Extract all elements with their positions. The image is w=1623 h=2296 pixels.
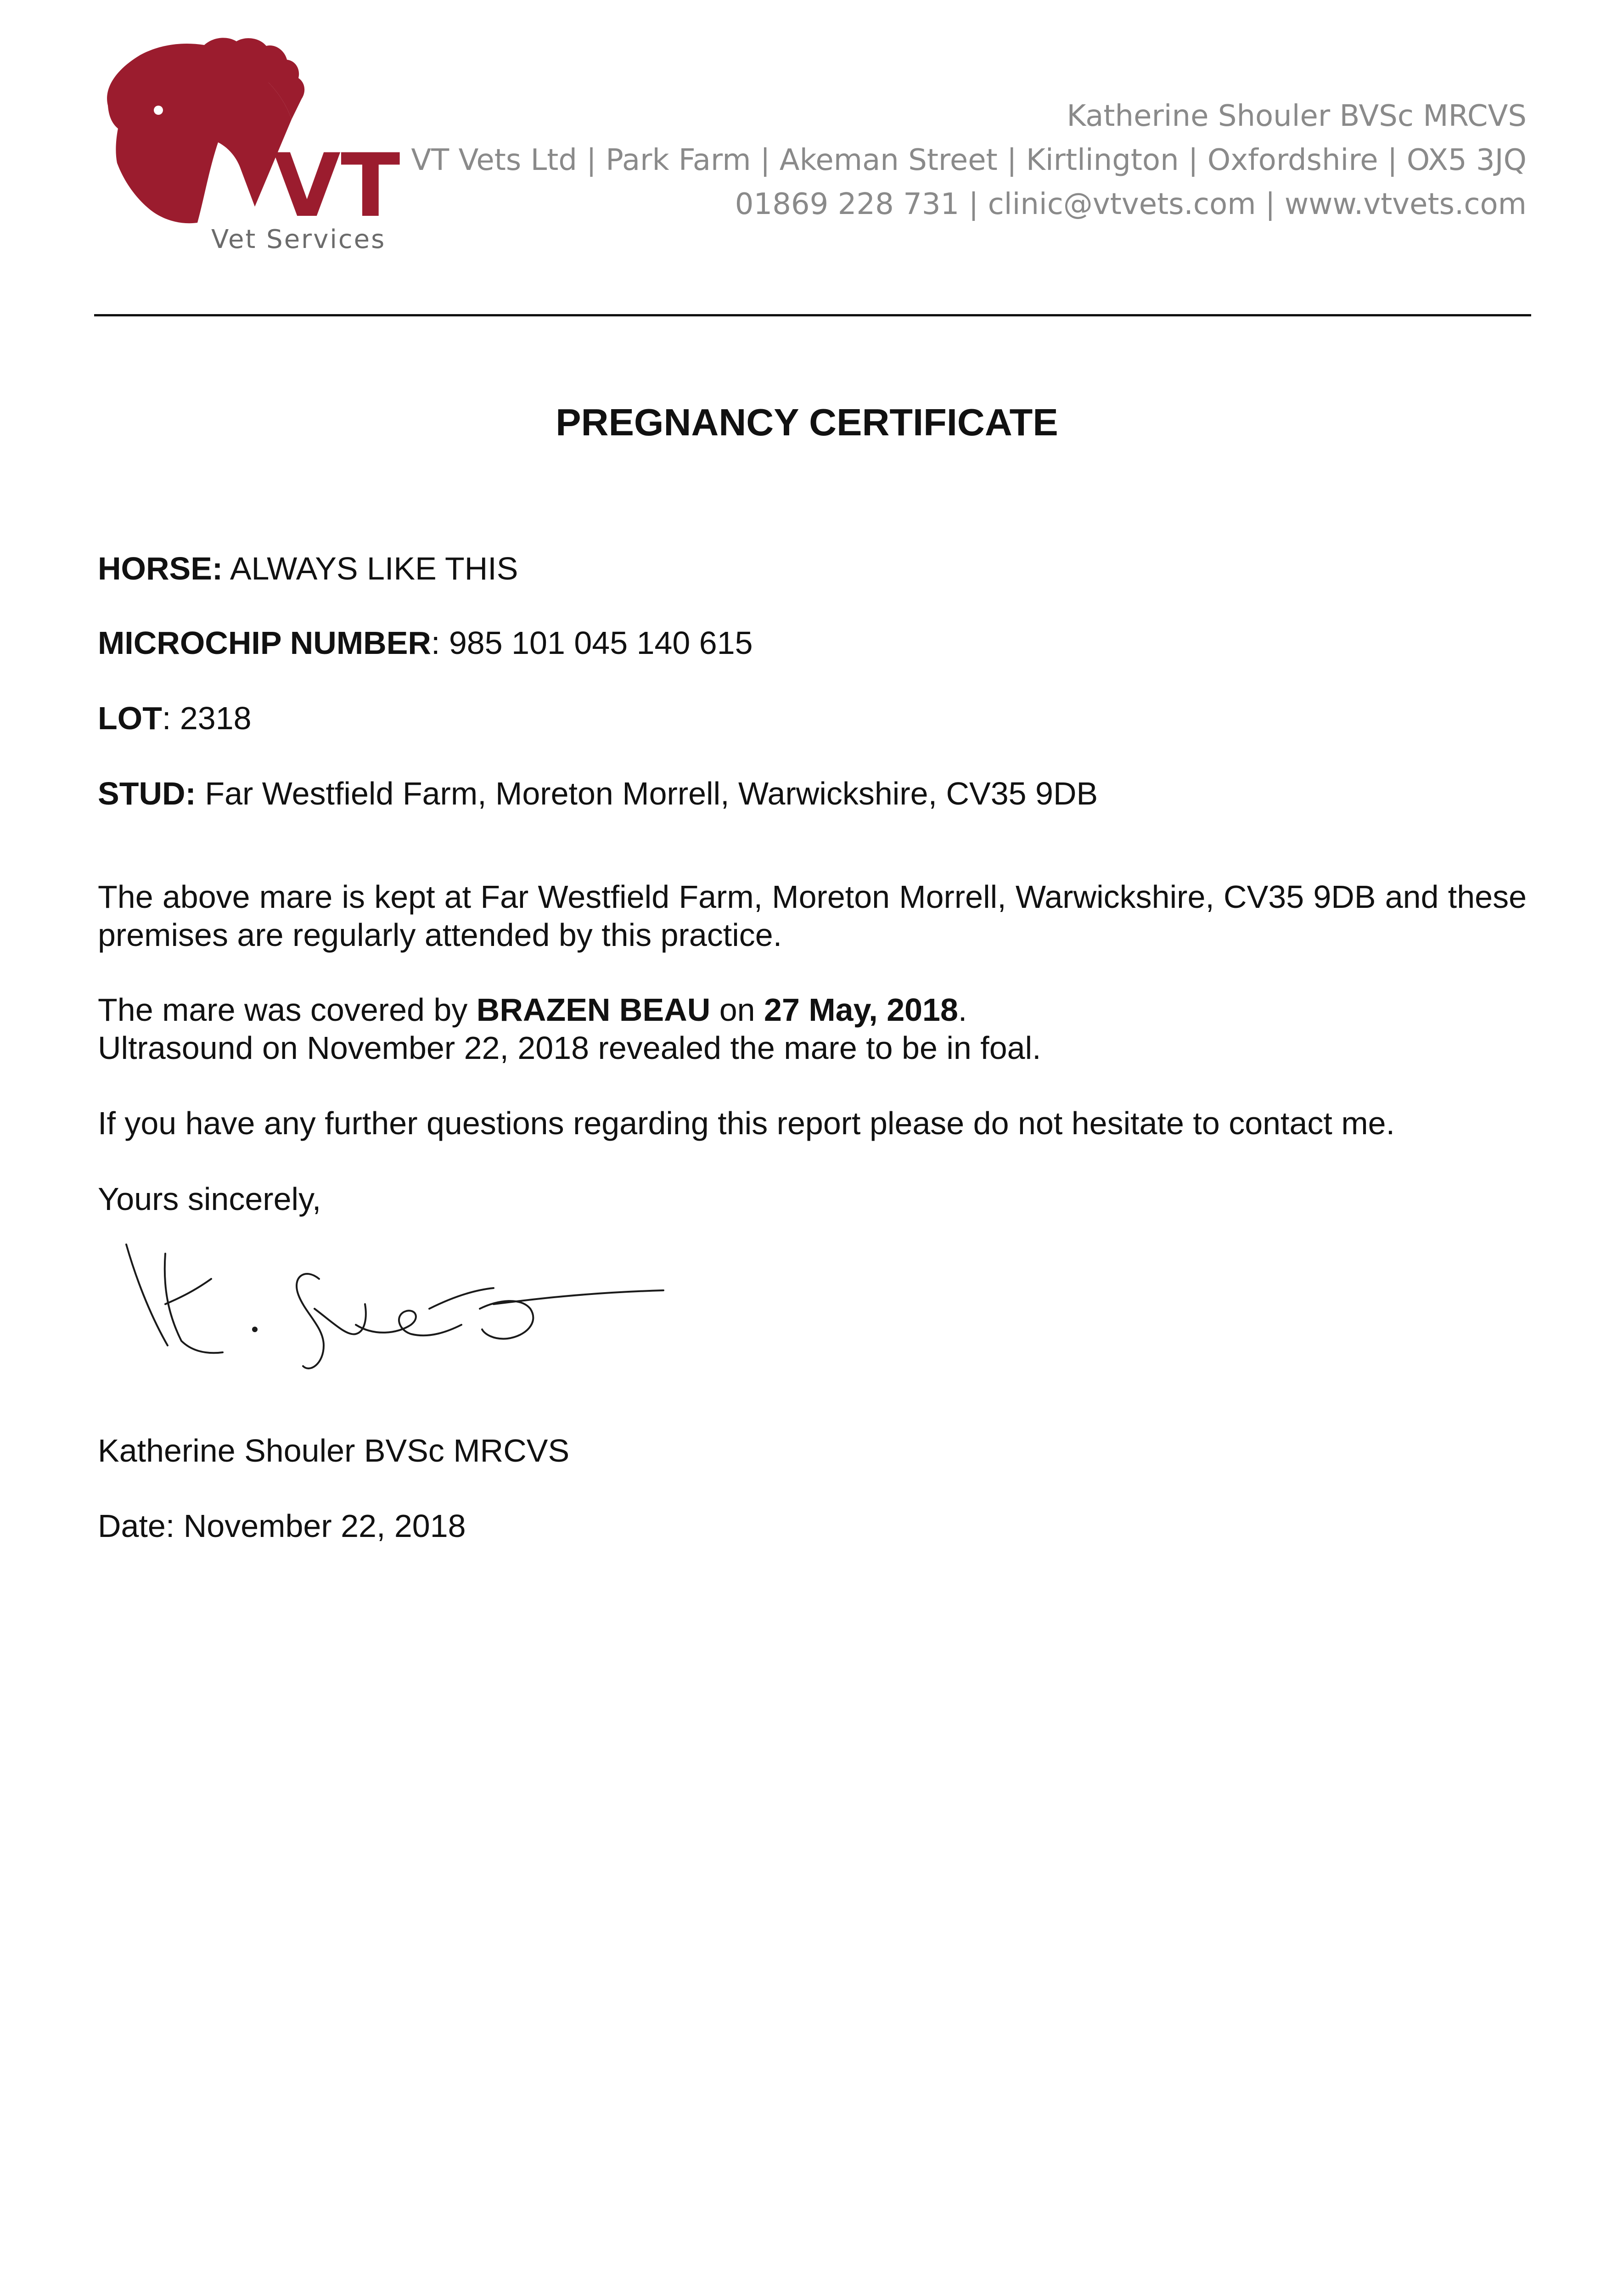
header-divider xyxy=(94,314,1531,316)
covered-prefix: The mare was covered by xyxy=(98,992,477,1028)
field-lot xyxy=(98,699,252,737)
field-lot-value: : 2318 xyxy=(162,700,252,736)
field-stud-label: STUD: xyxy=(98,776,196,811)
stallion-name: BRAZEN BEAU xyxy=(476,992,711,1028)
signature xyxy=(117,1235,682,1387)
letterhead-address: VT Vets Ltd | Park Farm | Akeman Street | Kirtlington | Oxfordshire | OX5 3JQ xyxy=(411,143,1527,177)
field-horse xyxy=(98,549,518,588)
cover-date: 27 May, 2018 xyxy=(764,992,958,1028)
signoff-name: Katherine Shouler BVSc MRCVS xyxy=(98,1433,570,1469)
covered-mid: on xyxy=(710,992,764,1028)
field-microchip-value: : 985 101 045 140 615 xyxy=(431,625,753,661)
document-title: PREGNANCY CERTIFICATE xyxy=(556,401,1058,444)
questions-paragraph: If you have any further questions regarding this report please do not hesitate to contact me. xyxy=(98,1105,1395,1141)
horse-eye-icon xyxy=(154,106,163,115)
covered-suffix: . xyxy=(958,992,967,1028)
premises-paragraph: The above mare is kept at Far Westfield Farm, Moreton Morrell, Warwickshire, CV35 9DB and these premises are regularly attended by this practice. xyxy=(98,879,1527,953)
covering-paragraph xyxy=(98,991,1527,1029)
letterhead-vet-name: Katherine Shouler BVSc MRCVS xyxy=(1067,99,1527,133)
field-microchip-label: MICROCHIP NUMBER xyxy=(98,625,431,661)
letterhead-contact: 01869 228 731 | clinic@vtvets.com | www.vtvets.com xyxy=(735,187,1527,221)
logo-subtext: Vet Services xyxy=(211,225,386,254)
field-stud xyxy=(98,774,1098,813)
signoff-date: Date: November 22, 2018 xyxy=(98,1508,466,1544)
field-stud-value: Far Westfield Farm, Moreton Morrell, Warwickshire, CV35 9DB xyxy=(196,776,1098,811)
closing-salutation: Yours sincerely, xyxy=(98,1181,321,1217)
field-horse-value: ALWAYS LIKE THIS xyxy=(223,551,518,586)
field-horse-label: HORSE: xyxy=(98,551,223,586)
field-microchip xyxy=(98,624,753,662)
letterhead xyxy=(379,94,1527,226)
field-lot-label: LOT xyxy=(98,700,162,736)
vt-vet-services-logo xyxy=(90,32,402,262)
ultrasound-paragraph: Ultrasound on November 22, 2018 revealed the mare to be in foal. xyxy=(98,1030,1041,1066)
logo-text: VT xyxy=(273,135,400,236)
